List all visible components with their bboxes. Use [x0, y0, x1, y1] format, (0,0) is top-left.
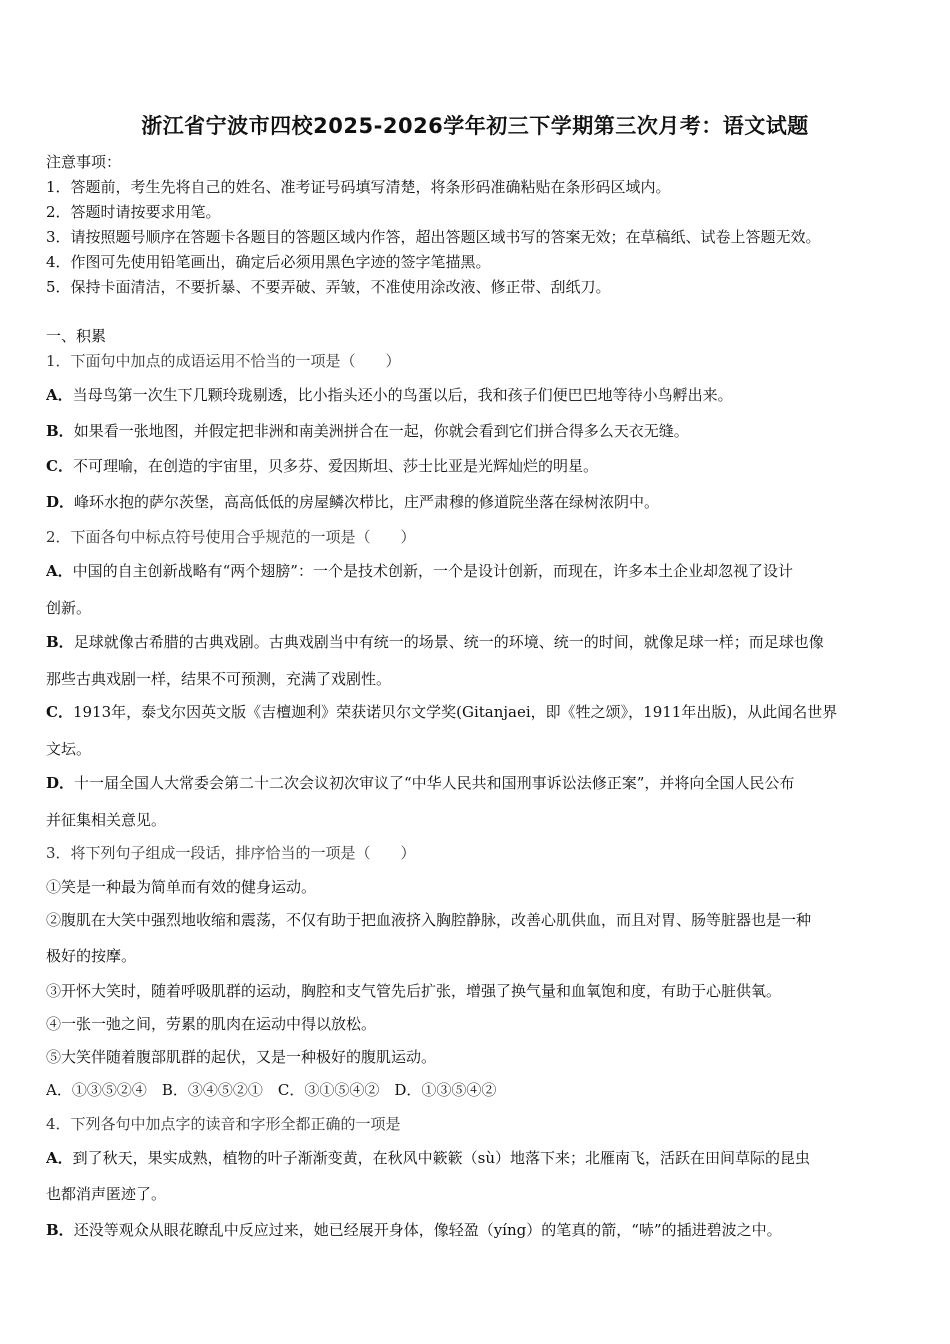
question-3-options: A．①③⑤②④ B．③④⑤②① C．③①⑤④② D．①③⑤④② [46, 1081, 497, 1099]
question-3-sentence-4: ④一张一弛之间，劳累的肌肉在运动中得以放松。 [46, 1015, 377, 1033]
option-text: 足球就像古希腊的古典戏剧。古典戏剧当中有统一的场景、统一的环境、统一的时间，就像足球一样；而足球也像 [73, 633, 824, 651]
question-2-option-b [46, 632, 908, 652]
question-4-stem: 4．下列各句中加点字的读音和字形全都正确的一项是 [46, 1115, 401, 1133]
option-label: B． [46, 633, 74, 651]
question-3-sentence-3: ③开怀大笑时，随着呼吸肌群的运动，胸腔和支气管先后扩张，增强了换气量和血氧饱和度，有助于心脏供氧。 [46, 982, 782, 1000]
option-text: 1913年，泰戈尔因英文版《吉檀迦利》荣获诺贝尔文学奖(Gitanjaei，即《牲之颂》，1911年出版)，从此闻名世界 [72, 703, 838, 721]
option-text: 还没等观众从眼花瞭乱中反应过来，她已经展开身体，像轻盈（yíng）的笔真的箭，“哧”的插进碧波之中。 [73, 1221, 782, 1239]
question-3-sentence-5: ⑤大笑伴随着腹部肌群的起伏，又是一种极好的腹肌运动。 [46, 1048, 437, 1066]
notice-item-5: 5．保持卡面清洁，不要折暴、不要弄破、弄皱，不准使用涂改液、修正带、刮纸刀。 [46, 278, 611, 296]
question-2-option-d [46, 773, 908, 793]
question-2-option-b-cont: 那些古典戏剧一样，结果不可预测，充满了戏剧性。 [46, 670, 392, 688]
notice-heading: 注意事项： [46, 153, 122, 171]
question-2-option-d-cont: 并征集相关意见。 [46, 811, 167, 829]
option-label: A． [46, 1149, 73, 1167]
option-text: 当母鸟第一次生下几颗玲珑剔透，比小指头还小的鸟蛋以后，我和孩子们便巴巴地等待小鸟孵出来。 [72, 386, 733, 404]
question-2-option-a-cont: 创新。 [46, 599, 92, 617]
option-label: B． [46, 422, 74, 440]
question-4-option-b [46, 1220, 908, 1240]
question-1-option-d [46, 492, 908, 512]
notice-item-3: 3．请按照题号顺序在答题卡各题目的答题区域内作答，超出答题区域书写的答案无效；在草稿纸、试卷上答题无效。 [46, 228, 821, 246]
question-3-sentence-2: ②腹肌在大笑中强烈地收缩和震荡，不仅有助于把血液挤入胸腔静脉，改善心肌供血，而且对胃、肠等脏器也是一种 [46, 911, 812, 929]
option-text: 到了秋天，果实成熟，植物的叶子渐渐变黄，在秋风中簌簌（sù）地落下来；北雁南飞，活跃在田间草际的昆虫 [72, 1149, 811, 1167]
option-text: 如果看一张地图，并假定把非洲和南美洲拼合在一起，你就会看到它们拼合得多么天衣无缝。 [73, 422, 689, 440]
question-2-option-c [46, 702, 908, 722]
question-3-sentence-2-cont: 极好的按摩。 [46, 947, 137, 965]
question-1-option-a [46, 385, 908, 405]
option-label: C． [46, 457, 73, 475]
option-text: 峰环水抱的萨尔茨堡，高高低低的房屋鳞次栉比，庄严肃穆的修道院坐落在绿树浓阴中。 [74, 493, 660, 511]
question-4-option-a-cont: 也都消声匿迹了。 [46, 1185, 167, 1203]
question-3-sentence-1: ①笑是一种最为简单而有效的健身运动。 [46, 878, 317, 896]
option-text: 中国的自主创新战略有“两个翅膀”：一个是技术创新，一个是设计创新，而现在，许多本土企业却忽视了设计 [72, 562, 793, 580]
question-1-option-c [46, 456, 908, 476]
question-2-option-a [46, 561, 908, 581]
option-label: A． [46, 386, 73, 404]
option-label: A． [46, 562, 73, 580]
question-4-option-a [46, 1148, 908, 1168]
question-1-stem: 1．下面句中加点的成语运用不恰当的一项是（ ） [46, 352, 401, 370]
option-label: D． [46, 774, 75, 792]
question-1-option-b [46, 421, 908, 441]
notice-item-2: 2．答题时请按要求用笔。 [46, 203, 221, 221]
question-2-option-c-cont: 文坛。 [46, 740, 92, 758]
page-title: 浙江省宁波市四校2025-2026学年初三下学期第三次月考：语文试题 [141, 114, 809, 138]
option-label: B． [46, 1221, 74, 1239]
section-heading: 一、积累 [46, 327, 107, 345]
option-label: D． [46, 493, 75, 511]
question-3-stem: 3．将下列句子组成一段话，排序恰当的一项是（ ） [46, 844, 416, 862]
option-text: 不可理喻，在创造的宇宙里，贝多芬、爱因斯坦、莎士比亚是光辉灿烂的明星。 [72, 457, 598, 475]
notice-item-1: 1．答题前，考生先将自己的姓名、准考证号码填写清楚，将条形码准确粘贴在条形码区域内。 [46, 178, 671, 196]
notice-item-4: 4．作图可先使用铅笔画出，确定后必须用黑色字迹的签字笔描黑。 [46, 253, 491, 271]
option-text: 十一届全国人大常委会第二十二次会议初次审议了“中华人民共和国刑事诉讼法修正案”，并将向全国人民公布 [74, 774, 795, 792]
option-label: C． [46, 703, 73, 721]
question-2-stem: 2．下面各句中标点符号使用合乎规范的一项是（ ） [46, 528, 416, 546]
